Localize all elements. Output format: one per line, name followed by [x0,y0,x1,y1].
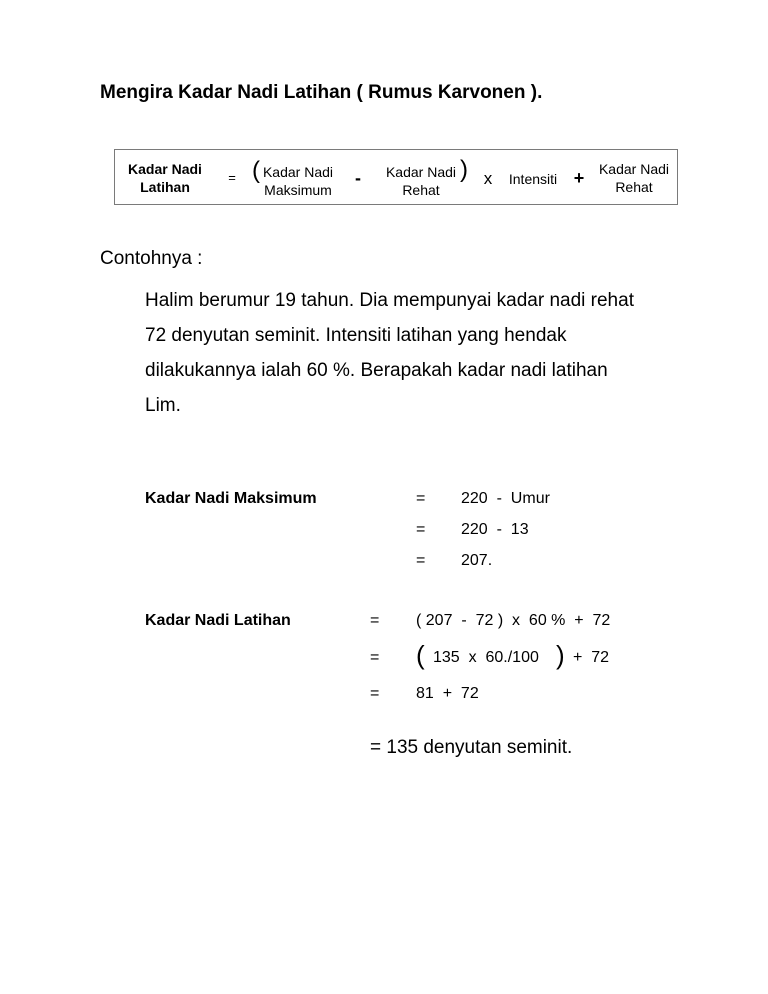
formula-times: x [483,169,493,188]
formula-minus: - [355,168,361,188]
max-calc-step: 207. [461,552,493,569]
max-calc-equals: = [416,490,426,507]
formula-lhs-line2: Latihan [140,179,190,195]
page-title: Mengira Kadar Nadi Latihan ( Rumus Karvonen ). [100,82,543,103]
max-calc-step: 220 - 13 [461,521,529,538]
example-paragraph [145,283,705,423]
formula-rest-line1: Kadar Nadi [385,164,457,180]
max-calc-equals: = [416,552,426,569]
formula-max [255,163,341,199]
latihan-calc-result: = 135 denyutan seminit. [370,737,573,758]
max-calc-label: Kadar Nadi Maksimum [145,490,317,507]
formula-intensity: Intensiti [508,171,558,187]
example-heading: Contohnya : [100,248,203,269]
example-line: dilakukannya ialah 60 %. Berapakah kadar nadi latihan [145,360,608,381]
formula-lhs-line1: Kadar Nadi [128,161,202,177]
formula-box [114,149,678,205]
formula-plus: + [573,168,585,188]
formula-rest [375,163,467,199]
latihan-calc-step1: ( 207 - 72 ) x 60 % + 72 [416,612,611,629]
example-line: 72 denyutan seminit. Intensiti latihan yang hendak [145,325,567,346]
example-line: Lim. [145,395,181,416]
formula-lhs [119,160,211,196]
latihan-calc-equals: = [370,685,380,702]
formula-rest2-line2: Rehat [615,179,653,195]
formula-close-paren: ) [460,156,468,183]
formula-equals: = [228,170,236,185]
max-calc-equals: = [416,521,426,538]
formula-max-line2: Maksimum [264,182,332,198]
max-calc-step: 220 - Umur [461,490,550,507]
latihan-calc-step3: 81 + 72 [416,685,479,702]
latihan-calc-step2-inner: 135 x 60./100 [433,649,539,666]
example-line: Halim berumur 19 tahun. Dia mempunyai kadar nadi rehat [145,290,634,311]
latihan-calc-step2-close: ) [556,640,565,670]
latihan-calc-label: Kadar Nadi Latihan [145,612,291,629]
formula-max-line1: Kadar Nadi [262,164,334,180]
formula-rest2 [591,160,677,196]
formula-rest-line2: Rehat [402,182,440,198]
latihan-calc-step2-open: ( [416,640,425,670]
latihan-calc-equals: = [370,649,380,666]
latihan-calc-equals: = [370,612,380,629]
latihan-calc-step2-tail: + 72 [573,649,610,666]
formula-open-paren: ( [252,157,260,184]
formula-rest2-line1: Kadar Nadi [598,161,670,177]
